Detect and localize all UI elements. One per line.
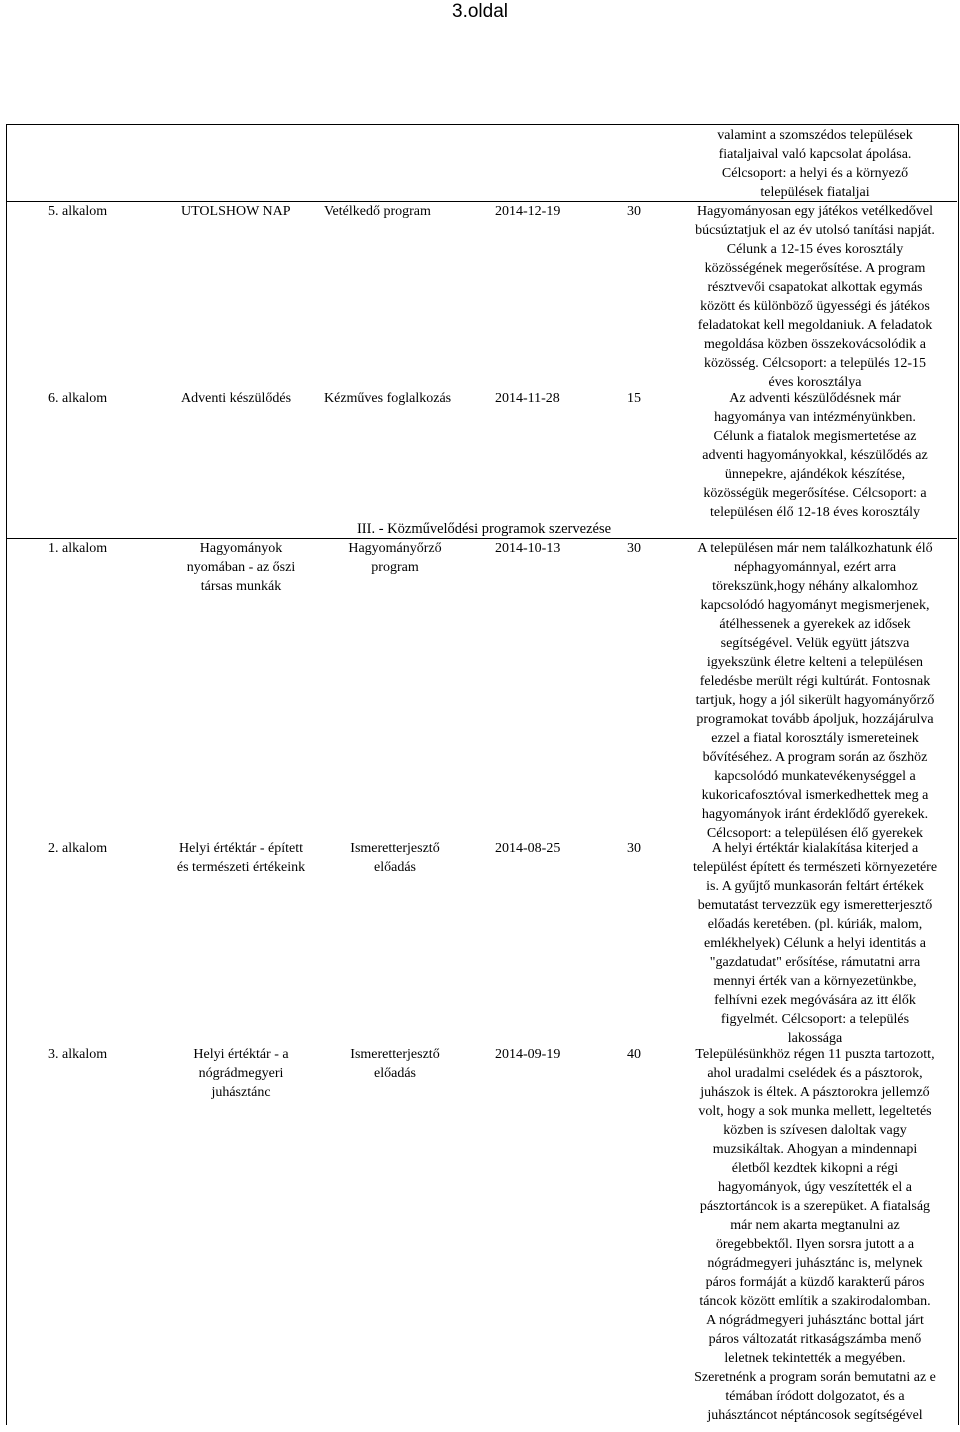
row-5-title: UTOLSHOW NAP — [181, 204, 291, 219]
description-line: programokat tovább ápoljuk, hozzájárulva — [696, 712, 934, 727]
description-line: feladatokat kell megoldaniuk. A feladatok — [697, 318, 933, 333]
description-line: adventi hagyományokkal, készülődés az — [702, 448, 928, 463]
row-1-count: 30 — [627, 541, 641, 556]
description-line: törekszünk,hogy néhány alkalomhoz — [712, 579, 918, 594]
description-line: kapcsolódó munkatevékenységgel a — [714, 769, 916, 784]
description-line: Szeretnénk a program során bemutatni az e — [694, 1370, 936, 1385]
row-5-count: 30 — [627, 204, 641, 219]
description-line: ünnepekre, ajándékok készítése, — [724, 467, 906, 482]
row-6-count: 15 — [627, 391, 641, 406]
title-line: és természeti értékeink — [176, 860, 306, 875]
row-1-description — [678, 539, 952, 843]
row-3-type — [320, 1045, 470, 1083]
description-line: megoldása közben összekovácsolódik a — [704, 337, 926, 352]
description-line: búcsúztatjuk el az év utolsó tanítási napját. — [695, 223, 935, 238]
description-line: igyekszünk életre kelteni a településen — [706, 655, 924, 670]
description-line: Célcsoport: a településen élő gyerekek — [706, 826, 924, 841]
description-line: A nógrádmegyeri juhásztánc bottal járt — [706, 1313, 924, 1328]
row-6-type: Kézműves foglalkozás — [324, 391, 452, 406]
description-line: bemutatást tervezzük egy ismeretterjesztő — [697, 898, 933, 913]
row-1-title — [166, 539, 316, 596]
description-line: közösségük megerősítése. Célcsoport: a — [703, 486, 927, 501]
description-line: résztvevői csapatokat alkottak egymás — [707, 280, 923, 295]
description-line: A településen már nem találkozhatunk élő — [697, 541, 933, 556]
row-5-type: Vetélkedő program — [324, 204, 431, 219]
title-line: Hagyományok — [199, 541, 283, 556]
description-line: ahol uradalmi cselédek és a pásztorok, — [707, 1066, 923, 1081]
type-line: előadás — [374, 1066, 416, 1081]
row-5-date: 2014-12-19 — [495, 204, 561, 219]
description-line: bővítéséhez. A program során az őszhöz — [702, 750, 928, 765]
title-line: Helyi értéktár - épített — [179, 841, 303, 856]
description-line: felhívni ezek megóvására az itt élők — [714, 993, 916, 1008]
description-line: ezzel a fiatal korosztály ismereteinek — [711, 731, 919, 746]
description-line: emlékhelyek) Célunk a helyi identitás a — [704, 936, 926, 951]
row-6-title: Adventi készülődés — [181, 391, 292, 406]
title-line: nyomában - az őszi — [186, 560, 296, 575]
description-line: mennyi érték van a környezetünkbe, — [713, 974, 917, 989]
description-line: közösség. Célcsoport: a település 12-15 — [703, 356, 926, 371]
type-line: Ismeretterjesztő — [350, 1047, 440, 1062]
row-3-description — [678, 1045, 952, 1425]
row-6-occasion: 6. alkalom — [48, 391, 108, 406]
description-line: Célcsoport: a helyi és a környező — [721, 166, 909, 181]
description-line: tartjuk, hogy a jól sikerült hagyományőrző — [695, 693, 935, 708]
row-3-count: 40 — [627, 1047, 641, 1062]
type-line: program — [371, 560, 419, 575]
description-line: Hagyományosan egy játékos vetélkedővel — [697, 204, 933, 219]
description-line: kapcsolódó hagyományt megismerjenek, — [700, 598, 930, 613]
description-line: Az adventi készülődésnek már — [729, 391, 901, 406]
row-prev-description — [678, 126, 952, 202]
row-2-description — [678, 839, 952, 1048]
type-line: Ismeretterjesztő — [350, 841, 440, 856]
description-line: is. A gyűjtő munkasorán feltárt értékek — [706, 879, 924, 894]
row-3-occasion: 3. alkalom — [48, 1047, 108, 1062]
description-line: táncok között említik a szakirodalomban. — [699, 1294, 931, 1309]
description-line: néphagyománnyal, ezért arra — [733, 560, 897, 575]
section-title: III. - Közművelődési programok szervezése — [356, 521, 612, 537]
description-line: közösségének megerősítése. A program — [704, 261, 926, 276]
description-line: páros változatát ritkaságszámba menő — [708, 1332, 922, 1347]
description-line: juhásztáncot néptáncosok segítségével — [707, 1408, 923, 1423]
description-line: hagyományok, úgy veszítették el a — [718, 1180, 912, 1195]
description-line: valamint a szomszédos települések — [717, 128, 913, 143]
description-line: "gazdatudat" erősítése, rámutatni arra — [709, 955, 921, 970]
row-2-type — [320, 839, 470, 877]
title-line: Helyi értéktár - a — [193, 1047, 289, 1062]
row-5-description — [678, 202, 952, 392]
description-line: leletnek tekintették a megyében. — [724, 1351, 906, 1366]
description-line: között és különböző ügyességi és játékos — [700, 299, 930, 314]
description-line: Célunk a fiatalok megismertetése az — [713, 429, 917, 444]
type-line: Hagyományőrző — [348, 541, 442, 556]
description-line: éves korosztálya — [768, 375, 862, 390]
row-2-title — [166, 839, 316, 877]
row-2-occasion: 2. alkalom — [48, 841, 108, 856]
row-5-occasion: 5. alkalom — [48, 204, 108, 219]
description-line: figyelmét. Célcsoport: a település — [720, 1012, 910, 1027]
description-line: juhászok is éltek. A pásztorokra jellemző — [700, 1085, 930, 1100]
description-line: életből kezdtek kikopni a régi — [731, 1161, 899, 1176]
description-line: már nem akarta megtanulni az — [730, 1218, 900, 1233]
description-line: településen élő 12-18 éves korosztály — [710, 505, 920, 520]
description-line: páros formáját a küzdő karakterű páros — [705, 1275, 925, 1290]
row-2-count: 30 — [627, 841, 641, 856]
row-3-title — [166, 1045, 316, 1102]
description-line: települések fiataljai — [760, 185, 870, 200]
description-line: muzsikáltak. Ahogyan a mindennapi — [712, 1142, 918, 1157]
description-line: témában íródott dolgozatot, és a — [725, 1389, 905, 1404]
description-line: segítségével. Velük együtt játszva — [720, 636, 910, 651]
description-line: Településünkhöz régen 11 puszta tartozott, — [695, 1047, 935, 1062]
row-3-date: 2014-09-19 — [495, 1047, 561, 1062]
description-line: nógrádmegyeri juhásztánc is, melynek — [707, 1256, 923, 1271]
row-1-type — [320, 539, 470, 577]
description-line: előadás keretében. (pl. kúriák, malom, — [707, 917, 923, 932]
title-line: társas munkák — [200, 579, 282, 594]
description-line: pásztortáncok is a szerepüket. A fiatalság — [699, 1199, 931, 1214]
description-line: Célunk a 12-15 éves korosztály — [726, 242, 904, 257]
description-line: fiataljaival való kapcsolat ápolása. — [718, 147, 912, 162]
title-line: juhásztánc — [211, 1085, 271, 1100]
row-1-date: 2014-10-13 — [495, 541, 561, 556]
description-line: A helyi értéktár kialakítása kiterjed a — [711, 841, 919, 856]
description-line: hagyományok iránt érdeklődő gyerekek. — [701, 807, 929, 822]
row-6-date: 2014-11-28 — [495, 391, 560, 406]
row-6-description — [678, 389, 952, 522]
description-line: volt, hogy a sok munka mellett, legeltetés — [698, 1104, 932, 1119]
description-line: kukoricafosztóval ismerkedhettek meg a — [701, 788, 929, 803]
description-line: öregebbektől. Ilyen sorsra jutott a a — [715, 1237, 915, 1252]
description-line: települést épített és természeti környezetére — [692, 860, 938, 875]
description-line: átélhessenek a gyerekek az idősek — [719, 617, 911, 632]
type-line: előadás — [374, 860, 416, 875]
description-line: közben is szívesen daloltak vagy — [723, 1123, 907, 1138]
description-line: hagyománya van intézményünkben. — [714, 410, 916, 425]
title-line: nógrádmegyeri — [198, 1066, 284, 1081]
page-header: 3.oldal — [452, 1, 508, 22]
row-2-date: 2014-08-25 — [495, 841, 561, 856]
row-1-occasion: 1. alkalom — [48, 541, 108, 556]
description-line: feledésbe merült régi kultúrát. Fontosnak — [699, 674, 931, 689]
description-line: lakossága — [787, 1031, 843, 1046]
